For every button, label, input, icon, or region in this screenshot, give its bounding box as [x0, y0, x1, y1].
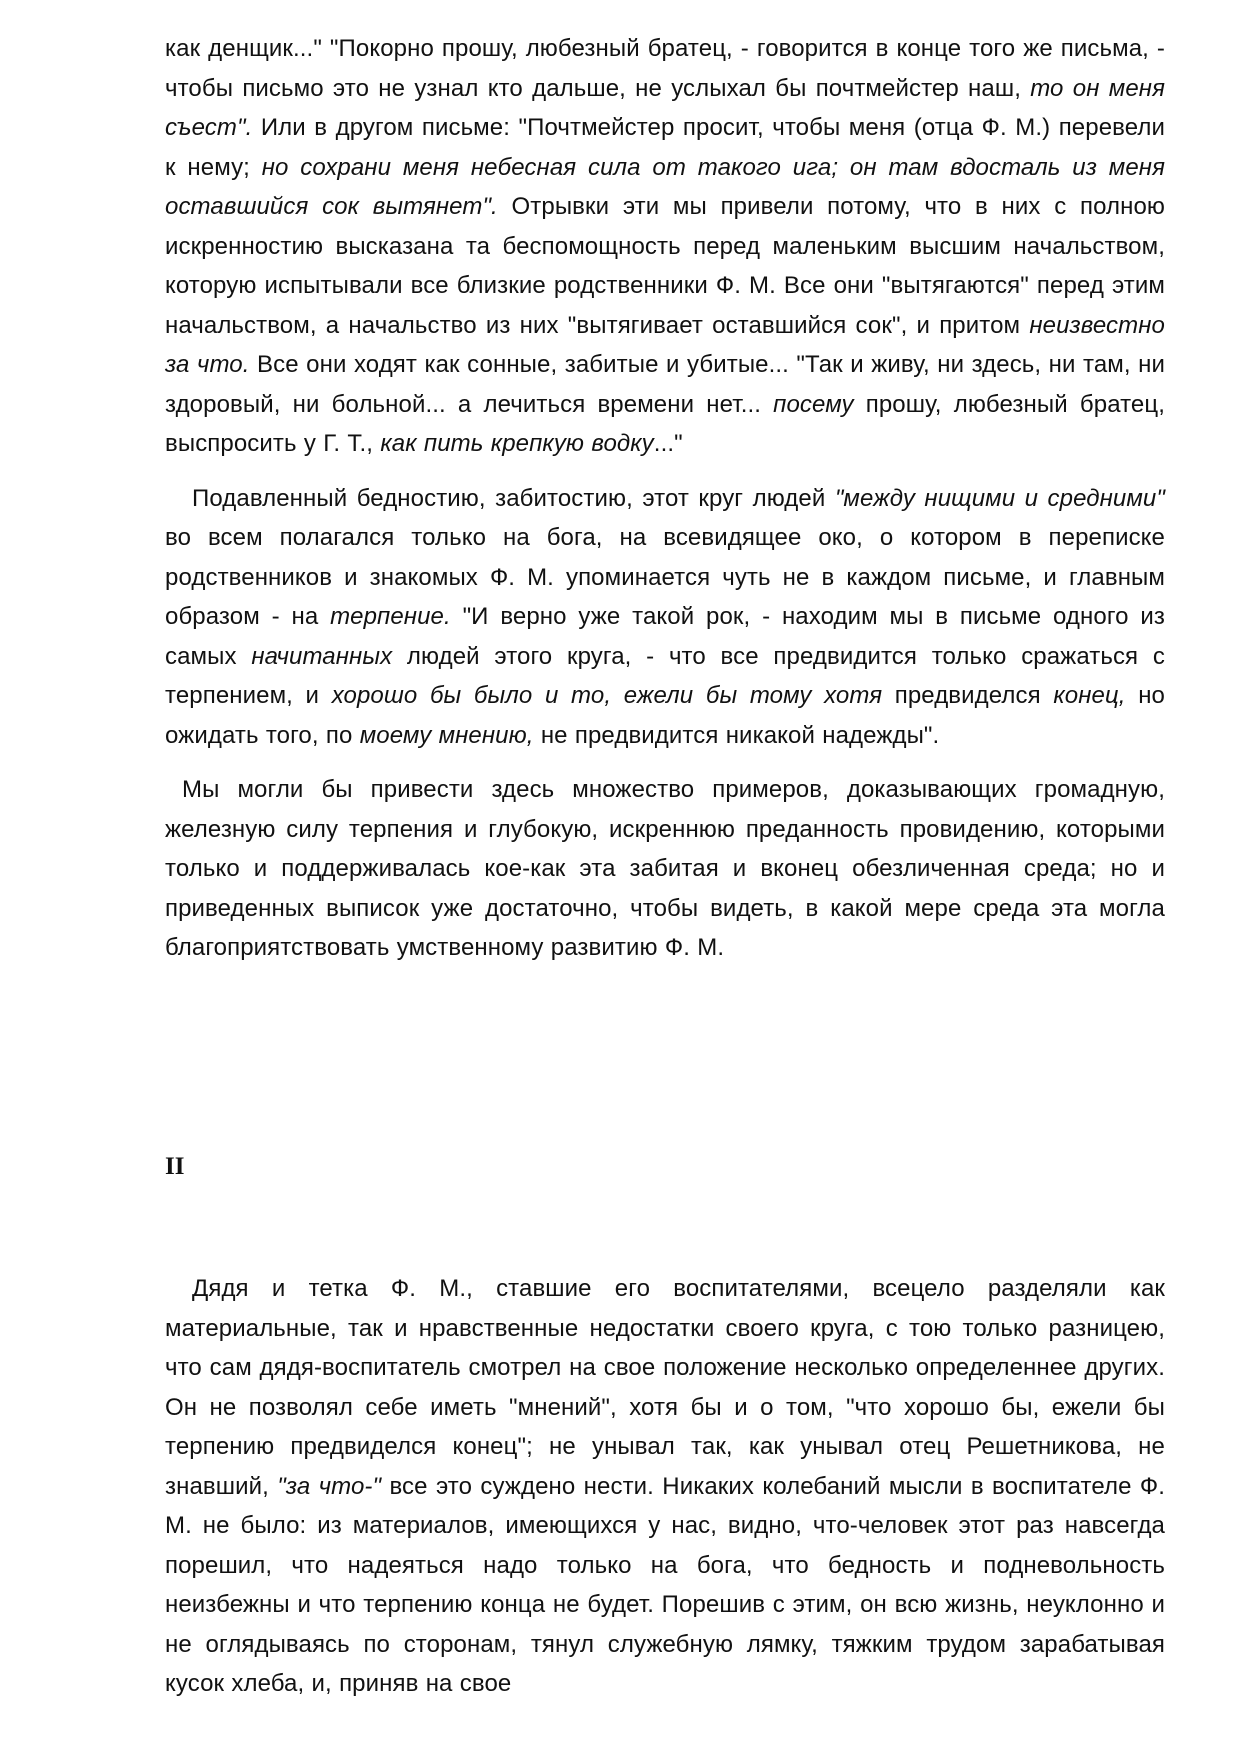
text-run: все это суждено нести. Никаких колебаний мысли в воспитателе Ф. М. не было: из материалов, имеющихся у нас, видно, что-человек этот раз навсегда порешил, что надеяться надо только на бога, что бедность и подневольность неизбежны и что терпению конца не будет. Порешив с этим, он всю жизнь, неуклонно и не оглядываясь по сторонам, тянул служебную лямку, тяжким трудом зарабатывая кусок хлеба, и, приняв на свое: [165, 1472, 1165, 1697]
text-run: людей этого круга, - что все предвидится только сражаться с терпением, и: [165, 642, 1165, 709]
text-run: прошу, любезный братец, выспросить у Г. Т.,: [165, 390, 1165, 457]
document-page: [165, 29, 1166, 1697]
italic-run: посему: [773, 390, 854, 418]
text-run: предвиделся: [882, 682, 1054, 709]
text-run: Отрывки эти мы привели потому, что в них с полною искренностию высказана та беспомощность перед маленьким высшим начальством, которую испытывали все близкие родственники Ф. М. Все они "вытягаются" перед этим начальством, а начальство из них "вытягивает оставшийся сок", и притом: [165, 193, 1166, 339]
italic-run: неизвестно за что.: [165, 311, 1165, 378]
italic-run: начитанных: [251, 642, 393, 670]
italic-run: терпение.: [330, 603, 451, 630]
text-run: ...": [653, 430, 683, 457]
text-run: Или в другом письме: "Почтмейстер просит, чтобы меня (отца Ф. М.) перевели к нему;: [165, 114, 1165, 181]
italic-run: конец,: [1053, 682, 1126, 709]
italic-run: моему мнению,: [359, 721, 534, 749]
italic-run: хорошо бы было и то, ежели бы тому хотя: [331, 682, 883, 709]
italic-run: как пить крепкую водку: [380, 430, 654, 457]
text-run: "И верно уже такой рок, - находим мы в письме одного из самых: [165, 603, 1166, 670]
italic-run: то он меня съест".: [165, 74, 1165, 141]
paragraph-3: Мы могли бы привести здесь множество примеров, доказывающих громадную, железную силу терпения и глубокую, искреннюю преданность провидению, которыми только и поддерживалась кое-как эта забитая и вконец обезличенная среда; но и приведенных выписок уже достаточно, чтобы видеть, в какой мере среда эта могла благоприятствовать умственному развитию Ф. М.: [165, 776, 1165, 961]
paragraph-1: [165, 29, 1165, 464]
text-run: Все они ходят как сонные, забитые и убитые... "Так и живу, ни здесь, ни там, ни здоровый, ни больной... а лечиться времени нет...: [165, 351, 1166, 418]
text-run: во всем полагался только на бога, на всевидящее око, о котором в переписке родственников и знакомых Ф. М. упоминается чуть не в каждом письме, и главным образом - на: [165, 524, 1165, 630]
italic-run: "за что-": [277, 1472, 382, 1500]
paragraph-4: [165, 1269, 1165, 1704]
text-run: Дядя и тетка Ф. М., ставшие его воспитателями, всецело разделяли как материальные, так и нравственные недостатки своего круга, с тою только разницею, что сам дядя-воспитатель смотрел на свое положение несколько определеннее других. Он не позволял себе иметь "мнений", хотя бы и о том, "что хорошо бы, ежели бы терпению предвиделся конец"; не унывал так, как унывал отец Решетникова, не знавший,: [165, 1275, 1165, 1500]
text-run: не предвидится никакой надежды".: [533, 721, 940, 749]
paragraph-2: [165, 479, 1165, 756]
section-heading: II: [165, 1153, 185, 1180]
text-run: но ожидать того, по: [165, 682, 1165, 749]
text-run: как денщик..." "Покорно прошу, любезный братец, - говорится в конце того же письма, - чтобы письмо это не узнал кто дальше, не услыхал бы почтмейстер наш,: [165, 35, 1165, 102]
text-run: Подавленный бедностию, забитостию, этот круг людей: [192, 484, 835, 512]
section-2-body: [165, 1269, 1165, 1704]
italic-run: "между нищими и средними": [834, 484, 1165, 512]
italic-run: но сохрани меня небесная сила от такого ига; он там вдосталь из меня оставшийся сок вытянет".: [165, 153, 1165, 220]
